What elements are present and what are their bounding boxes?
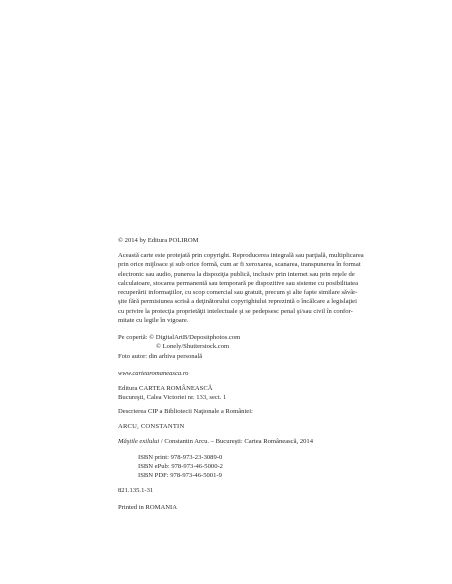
author-photo-credit: Foto autor: din arhiva personală: [118, 352, 203, 360]
rights-line: cu privire la protecţia proprietăţii intelectuale şi se pedepsesc penal şi/sau civil în confor-: [118, 307, 353, 315]
copyright-line: © 2014 by Editura POLIROM: [118, 237, 199, 244]
isbn-epub: ISBN ePub: 978-973-46-5000-2: [138, 462, 223, 470]
cip-author: ARCU, CONSTANTIN: [118, 423, 185, 430]
classification: 821.135.1-31: [118, 487, 154, 495]
rights-line: Această carte este protejată prin copyright. Reproducerea integrală sau parţială, multiplicarea: [118, 252, 364, 259]
rights-line: calculatoare, stocarea permanentă sau temporară pe dispozitive sau sisteme cu posibilitatea: [118, 279, 359, 287]
cip-record: [118, 422, 388, 496]
rights-line: prin orice mijloace şi sub orice formă, cum ar fi xeroxarea, scanarea, transpunerea în format: [118, 261, 361, 269]
rights-line: mitate cu legile în vigoare.: [118, 317, 189, 325]
cip-title-line: [118, 437, 388, 446]
copyright-notice: [118, 236, 388, 245]
publisher-block: [118, 384, 388, 403]
printed-block: [118, 503, 388, 512]
credits: [118, 333, 388, 361]
rights-line: electronic sau audio, punerea la dispoziţia publică, inclusiv prin internet sau prin reţele de: [118, 270, 355, 278]
rights-paragraph: [118, 251, 388, 325]
cover-credit-1: Pe copertă: © DigitalArtB/Depositphotos.com: [118, 334, 241, 341]
isbn-print: ISBN print: 978-973-23-3089-0: [138, 453, 223, 461]
printed-in: Printed in ROMANIA: [118, 504, 177, 511]
rights-line: şite fără permisiunea scrisă a deţinătorului copyrightului reprezintă o încălcare a legislaţiei: [118, 298, 357, 306]
publisher-address: Bucureşti, Calea Victoriei nr. 133, sect. 1: [118, 394, 227, 402]
rights-line: recuperării informaţiilor, cu scop comercial sau gratuit, precum şi alte fapte similare săvâr-: [118, 289, 358, 297]
website-block: [118, 369, 388, 378]
cip-heading: Descrierea CIP a Bibliotecii Naţionale a României:: [118, 408, 253, 415]
cip-heading-block: [118, 407, 388, 416]
website-link[interactable]: www.cartearomaneasca.ro: [118, 370, 189, 377]
cover-credit-2: © Lonely/Shutterstock.com: [156, 343, 230, 351]
publisher-name: Editura CARTEA ROMÂNEASCĂ: [118, 385, 213, 392]
isbn-pdf: ISBN PDF: 978-973-46-5001-9: [138, 472, 222, 480]
cip-title-rest: / Constantin Arcu. – Bucureşti: Cartea Românească, 2014: [159, 438, 314, 446]
cip-title: Măştile exilului: [118, 438, 160, 446]
